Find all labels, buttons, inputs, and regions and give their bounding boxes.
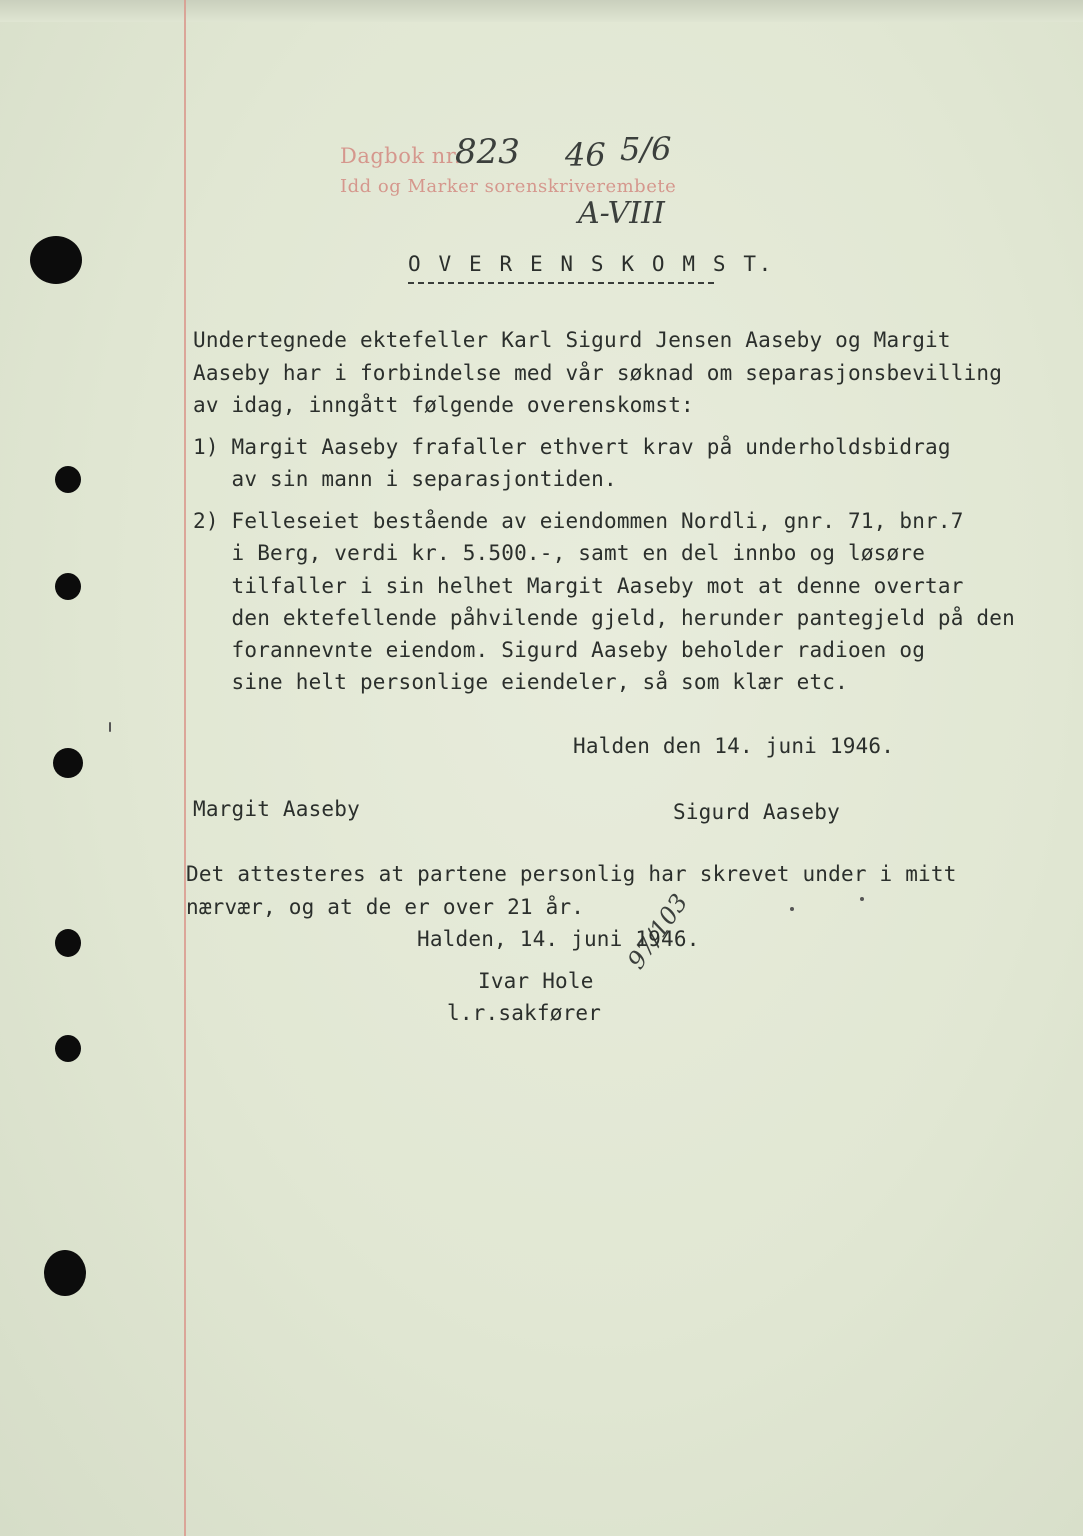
class-mark: A-VIII: [578, 196, 665, 231]
punch-hole: [30, 236, 82, 284]
punch-hole: [55, 466, 81, 493]
clause1-line: 1) Margit Aaseby frafaller ethvert krav på underholdsbidrag: [193, 435, 951, 459]
clause2-line: 2) Felleseiet bestående av eiendommen Nordli, gnr. 71, bnr.7: [193, 509, 964, 533]
intro-line: Undertegnede ektefeller Karl Sigurd Jensen Aaseby og Margit: [193, 328, 951, 352]
attest-date: Halden, 14. juni 1946.: [417, 927, 700, 951]
clause2-line: sine helt personlige eiendeler, så som klær etc.: [193, 670, 848, 694]
clause2-line: den ektefellende påhvilende gjeld, herunder pantegjeld på den: [193, 606, 1015, 630]
registry-stamp-line2: Idd og Marker sorenskriverembete: [340, 176, 677, 197]
attestor-title: l.r.sakfører: [447, 1001, 602, 1025]
punch-hole: [55, 1035, 81, 1062]
scan-top-edge: [0, 0, 1083, 22]
punch-hole: [55, 573, 81, 600]
title-underline: [408, 282, 714, 284]
clause2-line: forannevnte eiendom. Sigurd Aaseby beholder radioen og: [193, 638, 926, 662]
signature-left: Margit Aaseby: [193, 797, 360, 821]
intro-line: av idag, inngått følgende overenskomst:: [193, 393, 694, 417]
journal-date: 5/6: [620, 130, 672, 168]
ink-speck: [860, 897, 864, 901]
punch-hole: [44, 1250, 86, 1296]
clause2-line: tilfaller i sin helhet Margit Aaseby mot at denne overtar: [193, 574, 964, 598]
margin-initials: 97/103: [622, 888, 694, 975]
clause1-line: av sin mann i separasjontiden.: [193, 467, 617, 491]
ink-speck: [109, 722, 111, 732]
punch-hole: [53, 748, 83, 778]
journal-number: 823: [455, 132, 520, 172]
attest-line: Det attesteres at partene personlig har skrevet under i mitt: [186, 862, 957, 886]
clause2-line: i Berg, verdi kr. 5.500.-, samt en del innbo og løsøre: [193, 541, 926, 565]
attest-line: nærvær, og at de er over 21 år.: [186, 895, 585, 919]
red-margin-line: [184, 0, 186, 1536]
place-date: Halden den 14. juni 1946.: [573, 734, 895, 758]
ink-speck: [790, 907, 794, 911]
intro-line: Aaseby har i forbindelse med vår søknad om separasjonsbevilling: [193, 361, 1003, 385]
document-title: O V E R E N S K O M S T.: [408, 252, 774, 276]
punch-hole: [55, 929, 81, 957]
registry-stamp-line1: Dagbok nr.: [340, 144, 462, 168]
journal-year: 46: [565, 136, 606, 174]
signature-right: Sigurd Aaseby: [673, 800, 840, 824]
attestor-name: Ivar Hole: [478, 969, 594, 993]
